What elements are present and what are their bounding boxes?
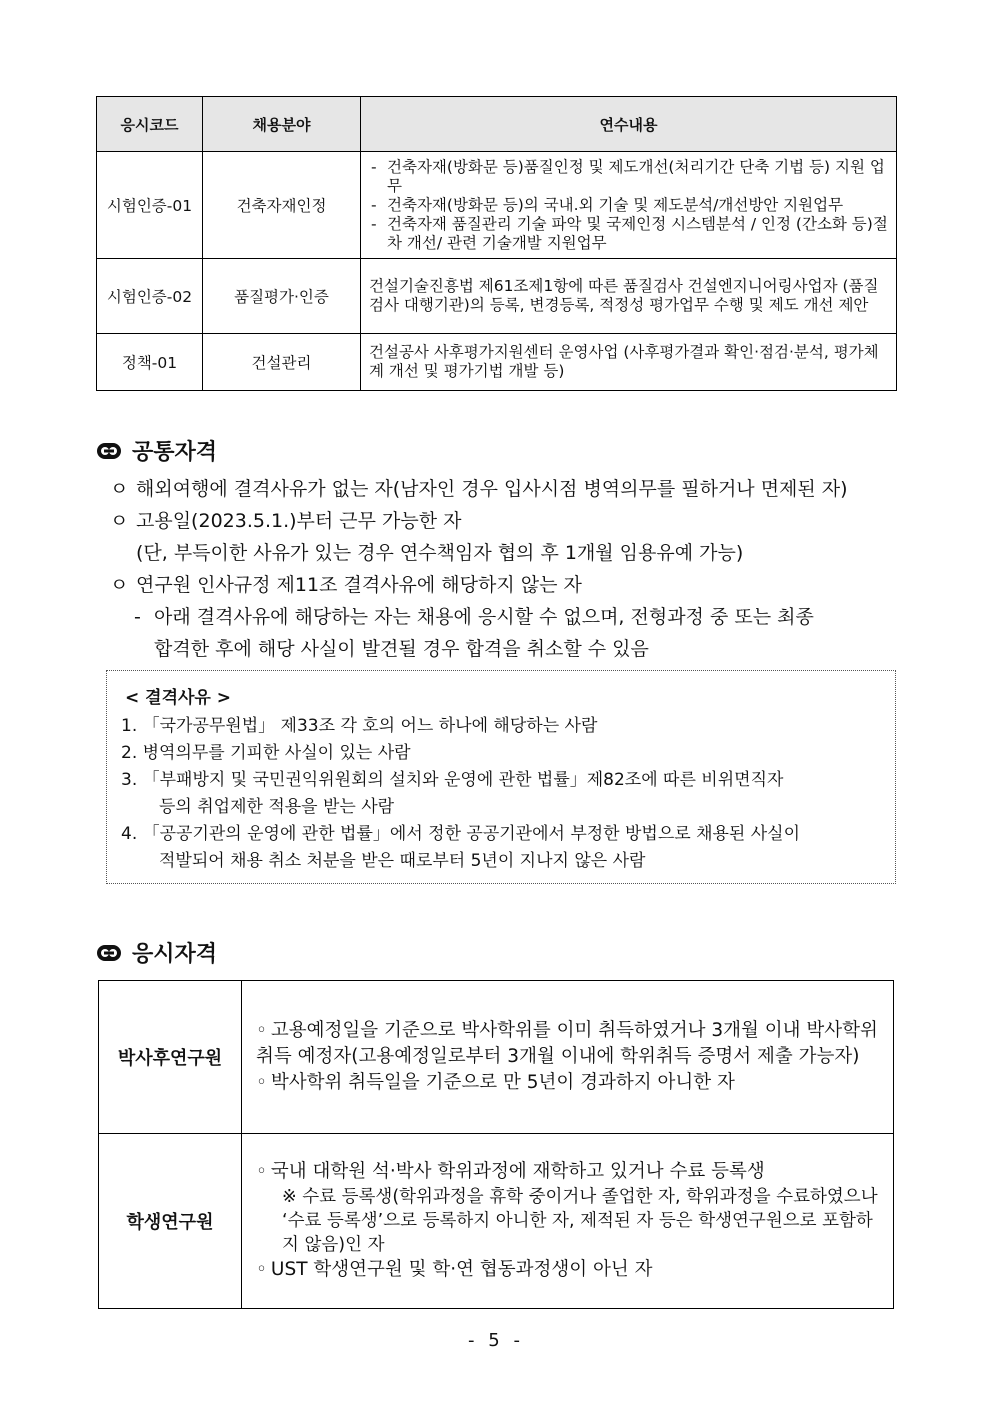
bullet-marker: ㅇ (110, 574, 129, 596)
bullet-marker: ㅇ (110, 510, 129, 532)
dash-item: - 아래 결격사유에 해당하는 자는 채용에 응시할 수 없으며, 전형과정 중 또는 최종 (134, 606, 814, 628)
student-requirements (242, 1134, 894, 1309)
qualification-table (98, 980, 894, 1309)
box-title: < 결격사유 > (125, 688, 232, 708)
row-content: 건설공사 사후평가지원센터 운영사업 (사후평가결과 확인·점검·분석, 평가체계 개선 및 평가기법 개발 등) (361, 334, 897, 391)
common-qualification-list (110, 470, 900, 660)
header-field: 채용분야 (203, 97, 361, 152)
table-row (99, 981, 894, 1134)
row-field: 품질평가·인증 (203, 259, 361, 334)
disq-item: 4. 「공공기관의 운영에 관한 법률」에서 정한 공공기관에서 부정한 방법으로 채용된 사실이 (121, 824, 801, 844)
disq-item: 2. 병역의무를 기피한 사실이 있는 사람 (121, 743, 411, 763)
row-field: 건축자재인정 (203, 152, 361, 259)
dash-item-continuation: 합격한 후에 해당 사실이 발견될 경우 합격을 취소할 수 있음 (154, 638, 649, 660)
training-table (96, 96, 897, 391)
content-item: - 건축자재 품질관리 기술 파악 및 국제인정 시스템분석 / 인정 (간소화 등)절차 개선/ 관련 기술개발 지원업무 (369, 215, 888, 253)
row-content: 건설기술진흥법 제61조제1항에 따른 품질검사 건설엔지니어링사업자 (품질검사 대행기관)의 등록, 변경등록, 적정성 평가업무 수행 및 제도 개선 제안 (361, 259, 897, 334)
requirement-note: ※ 수료 등록생(학위과정을 휴학 중이거나 졸업한 자, 학위과정을 수료하였으나 ‘수료 등록생’으로 등록하지 아니한 자, 제적된 자 등은 학생연구원으로 포함하지 않음)인 자 (282, 1187, 878, 1255)
heading-text: 공통자격 (132, 440, 218, 465)
postdoc-label: 박사후연구원 (99, 981, 242, 1134)
table-row (97, 334, 897, 391)
requirement-item: ◦ UST 학생연구원 및 학·연 협동과정생이 아닌 자 (256, 1259, 653, 1280)
list-item: ㅇ 고용일(2023.5.1.)부터 근무 가능한 자 (110, 506, 462, 533)
requirement-item: ◦ 박사학위 취득일을 기준으로 만 5년이 경과하지 아니한 자 (256, 1072, 735, 1093)
disq-item: 3. 「부패방지 및 국민권익위원회의 설치와 운영에 관한 법률」제82조에 따른 비위면직자 (121, 770, 784, 790)
table-row (97, 259, 897, 334)
requirement-item: ◦ 국내 대학원 석·박사 학위과정에 재학하고 있거나 수료 등록생 (256, 1161, 765, 1182)
content-item: - 건축자재(방화문 등)품질인정 및 제도개선(처리기간 단축 기법 등) 지원 업무 (369, 158, 888, 196)
link-icon (96, 943, 122, 963)
disqualification-box (106, 670, 896, 884)
requirement-item: ◦ 고용예정일을 기준으로 박사학위를 이미 취득하였거나 3개월 이내 박사학위 취득 예정자(고용예정일로부터 3개월 이내에 학위취득 증명서 제출 가능자) (256, 1020, 878, 1067)
common-qualification-heading (96, 435, 217, 466)
row-code: 정책-01 (97, 334, 203, 391)
list-item: ㅇ 연구원 인사규정 제11조 결격사유에 해당하지 않는 자 (110, 570, 582, 597)
bullet-marker: ◦ (256, 1161, 267, 1182)
bullet-marker: ㅇ (110, 478, 129, 500)
student-label: 학생연구원 (99, 1134, 242, 1309)
bullet-marker: ◦ (256, 1020, 267, 1041)
postdoc-requirements (242, 981, 894, 1134)
disq-item: 1. 「국가공무원법」 제33조 각 호의 어느 하나에 해당하는 사람 (121, 716, 598, 736)
row-code: 시험인증-02 (97, 259, 203, 334)
disq-item-continuation: 등의 취업제한 적용을 받는 사람 (159, 797, 395, 817)
row-content (361, 152, 897, 259)
header-code: 응시코드 (97, 97, 203, 152)
table-row (97, 152, 897, 259)
table-row (99, 1134, 894, 1309)
dash-marker: - (134, 606, 141, 628)
bullet-marker: ◦ (256, 1259, 267, 1280)
disq-item-continuation: 적발되어 채용 취소 처분을 받은 때로부터 5년이 지나지 않은 사람 (159, 851, 646, 871)
header-content: 연수내용 (361, 97, 897, 152)
table-header-row (97, 97, 897, 152)
content-item: - 건축자재(방화문 등)의 국내.외 기술 및 제도분석/개선방안 지원업무 (369, 196, 888, 215)
bullet-marker: ◦ (256, 1072, 267, 1093)
list-item-note: (단, 부득이한 사유가 있는 경우 연수책임자 협의 후 1개월 임용유예 가능) (136, 542, 744, 564)
list-item: ㅇ 해외여행에 결격사유가 없는 자(남자인 경우 입사시점 병역의무를 필하거나 면제된 자) (110, 474, 848, 501)
application-qualification-heading (96, 937, 217, 968)
row-code: 시험인증-01 (97, 152, 203, 259)
heading-text: 응시자격 (132, 942, 218, 967)
page-number: - 5 - (468, 1330, 524, 1351)
row-field: 건설관리 (203, 334, 361, 391)
link-icon (96, 441, 122, 461)
